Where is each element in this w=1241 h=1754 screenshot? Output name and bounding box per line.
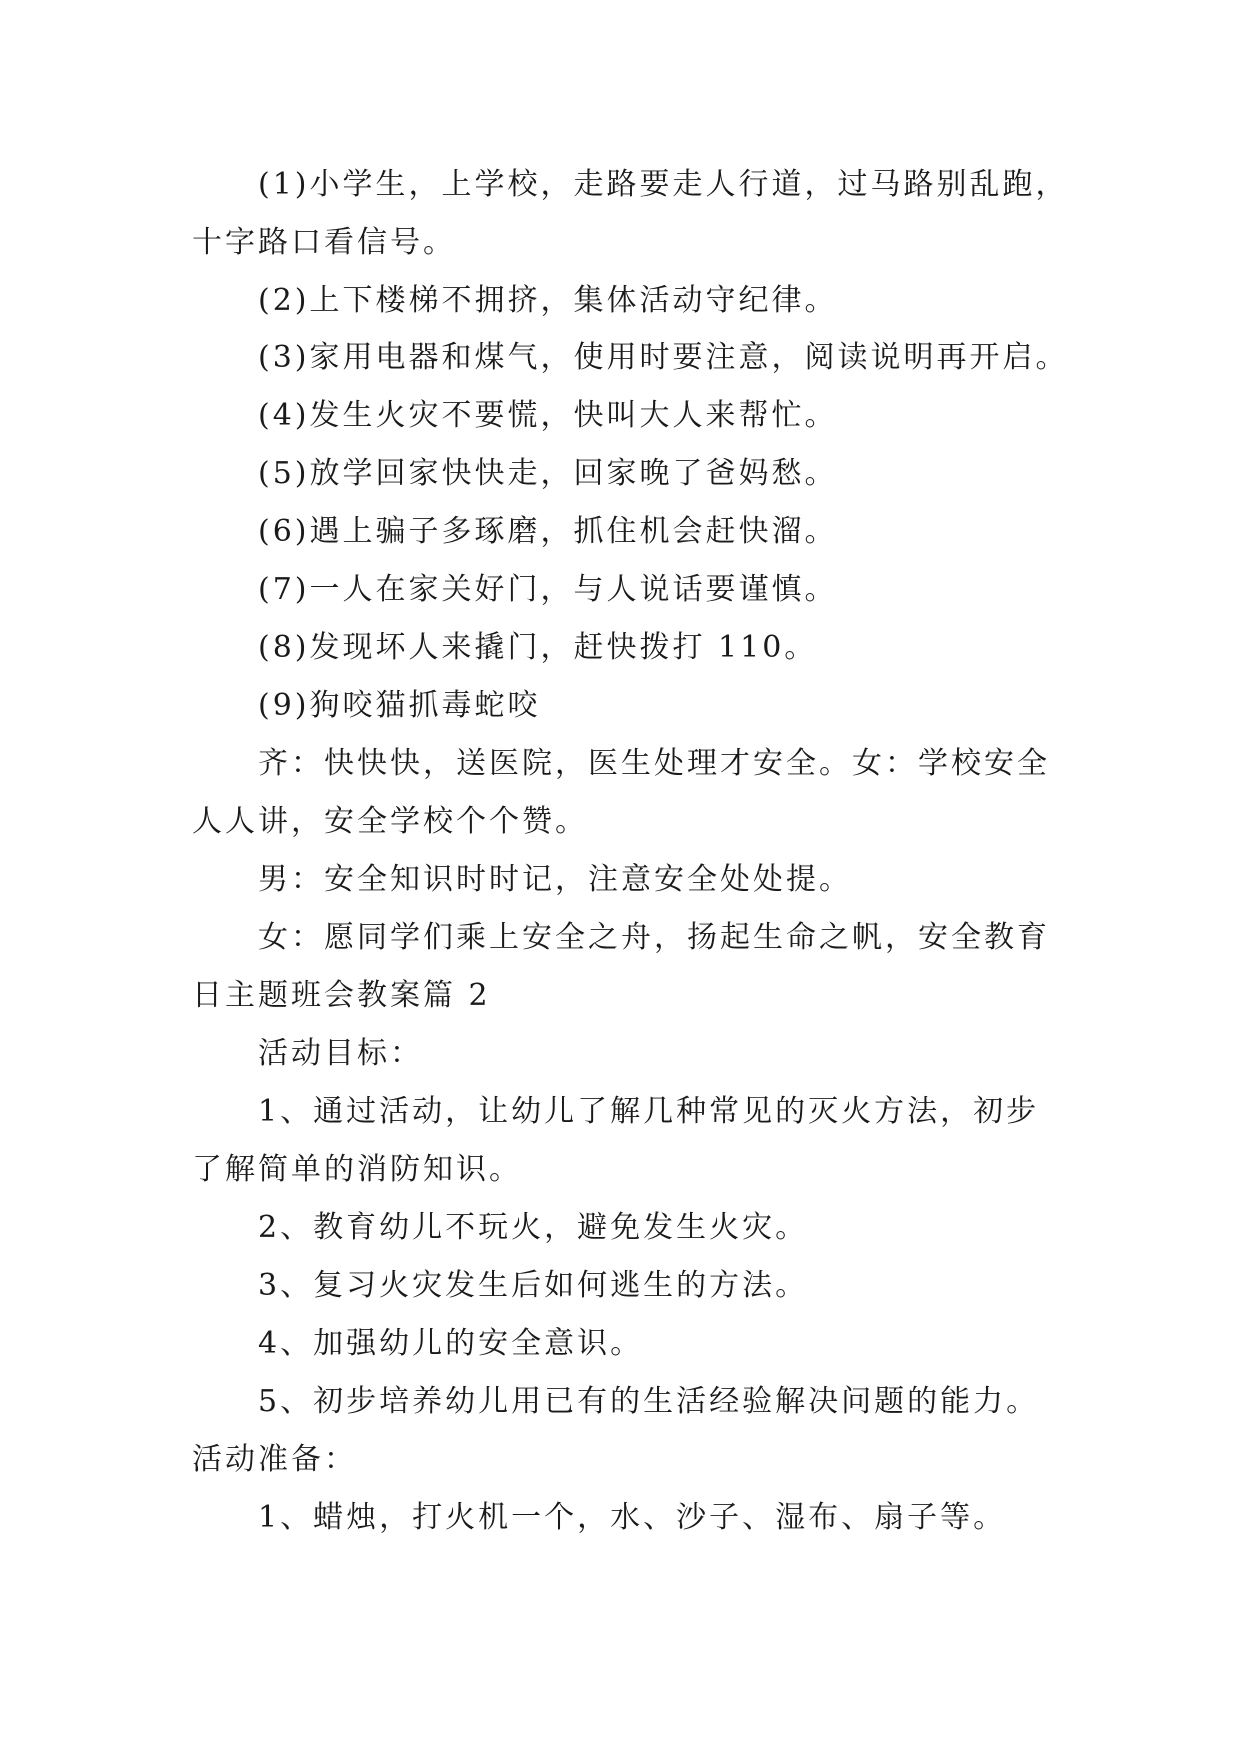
text-line: (2)上下楼梯不拥挤，集体活动守纪律。 (258, 283, 838, 318)
text-line: (7)一人在家关好门，与人说话要谨慎。 (258, 572, 838, 607)
text-line: 女：愿同学们乘上安全之舟，扬起生命之帆，安全教育 (258, 920, 1050, 955)
text-line: (8)发现坏人来撬门，赶快拨打 110。 (258, 630, 818, 665)
text-line: 1、蜡烛，打火机一个，水、沙子、湿布、扇子等。 (258, 1500, 1007, 1535)
text-line: 齐：快快快，送医院，医生处理才安全。女：学校安全 (258, 746, 1050, 781)
text-line: 日主题班会教案篇 2 (192, 978, 491, 1013)
text-line: (6)遇上骗子多琢磨，抓住机会赶快溜。 (258, 514, 838, 549)
section-heading: 活动目标： (258, 1036, 423, 1071)
text-line: 人人讲，安全学校个个赞。 (192, 804, 588, 839)
text-line: 1、通过活动，让幼儿了解几种常见的灭火方法，初步 (258, 1094, 1040, 1129)
text-line: (3)家用电器和煤气，使用时要注意，阅读说明再开启。 (258, 340, 1069, 375)
section-heading: 活动准备： (192, 1442, 357, 1477)
text-line: 了解简单的消防知识。 (192, 1152, 522, 1187)
text-line: 十字路口看信号。 (192, 225, 456, 260)
text-line: (9)狗咬猫抓毒蛇咬 (258, 688, 541, 723)
text-line: 男：安全知识时时记，注意安全处处提。 (258, 862, 852, 897)
text-line: (4)发生火灾不要慌，快叫大人来帮忙。 (258, 398, 838, 433)
text-line: 3、复习火灾发生后如何逃生的方法。 (258, 1268, 809, 1303)
text-line: (1)小学生，上学校，走路要走人行道，过马路别乱跑， (258, 167, 1069, 202)
text-line: 5、初步培养幼儿用已有的生活经验解决问题的能力。 (258, 1384, 1040, 1419)
text-line: 4、加强幼儿的安全意识。 (258, 1326, 644, 1361)
text-line: (5)放学回家快快走，回家晚了爸妈愁。 (258, 456, 838, 491)
text-line: 2、教育幼儿不玩火，避免发生火灾。 (258, 1210, 809, 1245)
